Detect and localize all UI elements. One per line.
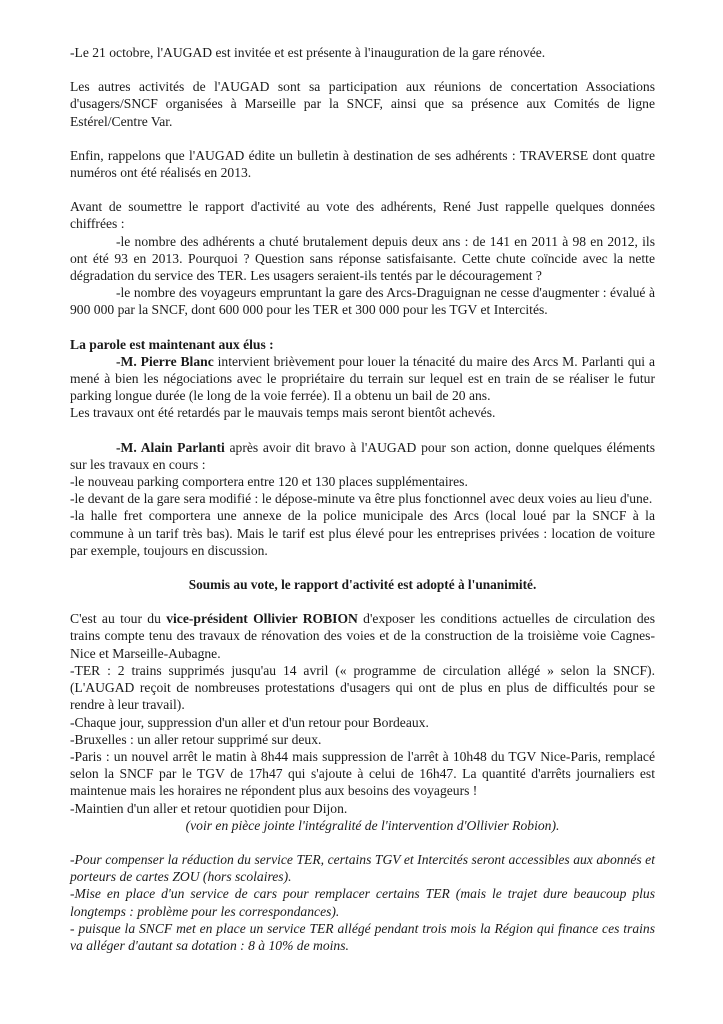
list-item-bordeaux: -Chaque jour, suppression d'un aller et d'un retour pour Bordeaux. bbox=[70, 714, 429, 730]
attachment-note: (voir en pièce jointe l'intégralité de l'intervention d'Ollivier Robion). bbox=[185, 817, 560, 833]
document-page bbox=[70, 44, 655, 954]
list-item-bruxelles: -Bruxelles : un aller retour supprimé sur deux. bbox=[70, 731, 322, 747]
speaker-blanc: -M. Pierre Blanc bbox=[116, 353, 214, 369]
list-item-ter: -TER : 2 trains supprimés jusqu'au 14 avril (« programme de circulation allégé » selon la SNCF). (L'AUGAD reçoit de nombreuses protestations d'usagers qui ont de plus en plus de difficultés pour se rendre à leur travail). bbox=[70, 662, 655, 713]
heading-elus: La parole est maintenant aux élus : bbox=[70, 336, 274, 352]
paragraph-travellers-count: -le nombre des voyageurs empruntant la gare des Arcs-Draguignan ne cesse d'augmenter : évalué à 900 000 par la SNCF, dont 600 000 pour les TER et 300 000 pour les TGV et Intercités. bbox=[70, 285, 655, 318]
list-item-dijon: -Maintien d'un aller et retour quotidien pour Dijon. bbox=[70, 800, 348, 816]
speaker-parlanti: -M. Alain Parlanti bbox=[116, 439, 225, 455]
paragraph-parlanti bbox=[70, 439, 655, 473]
paragraph-members-count: -le nombre des adhérents a chuté brutalement depuis deux ans : de 141 en 2011 à 98 en 2012, ils ont été 93 en 2013. Pourquoi ? Question sans réponse satisfaisante. Cette chute coïncide avec la nette dégradation du service des TER. Les usagers seraient-ils tentés par le découragement ? bbox=[70, 233, 655, 284]
measure-buses: -Mise en place d'un service de cars pour remplacer certains TER (mais le trajet dure beaucoup plus longtemps : problème pour les correspondances). bbox=[70, 886, 655, 919]
robion-intro-a: C'est au tour du bbox=[70, 611, 167, 627]
paragraph-traverse-bulletin: Enfin, rappelons que l'AUGAD édite un bulletin à destination de ses adhérents : TRAVERSE dont quatre numéros ont été réalisés en 2013. bbox=[70, 147, 655, 181]
measure-region-funding: - puisque la SNCF met en place un service TER allégé pendant trois mois la Région qui finance ces trains va alléger d'autant sa dotation : 8 à 10% de moins. bbox=[70, 920, 655, 953]
paragraph-robion-intro bbox=[70, 610, 655, 662]
list-item-station-front: -le devant de la gare sera modifié : le dépose-minute va être plus fonctionnel avec deux voies au lieu d'une. bbox=[70, 491, 653, 507]
paragraph-blanc bbox=[70, 353, 655, 405]
measure-zou-cards: -Pour compenser la réduction du service TER, certains TGV et Intercités seront accessibles aux abonnés et porteurs de cartes ZOU (hors scolaires). bbox=[70, 851, 655, 885]
paragraph-other-activities: Les autres activités de l'AUGAD sont sa participation aux réunions de concertation Associations d'usagers/SNCF organisées à Marseille par la SNCF, ainsi que sa présence aux Comités de ligne Estérel/Centre Var. bbox=[70, 79, 655, 129]
speaker-robion: vice-président Ollivier ROBION bbox=[166, 611, 358, 627]
vote-result: Soumis au vote, le rapport d'activité est adopté à l'unanimité. bbox=[188, 577, 537, 593]
list-item-paris: -Paris : un nouvel arrêt le matin à 8h44 mais suppression de l'arrêt à 10h48 du TGV Nice-Paris, remplacé selon la SNCF par le TGV de 17h47 qui s'ajoute à celui de 16h47. La quantité d'arrêts journaliers est maintenue mais les horaires ne répondent plus aux besoins des voyageurs ! bbox=[70, 748, 655, 799]
robion-intro-b: d'exposer les conditions actuelles de circulation des trains compte tenu des travaux de rénovation des voies et de la construction de la troisième voie Cagnes-Nice et Marseille-Aubagne. bbox=[70, 611, 655, 661]
list-item-freight-hall: -la halle fret comportera une annexe de la police municipale des Arcs (local loué par la SNCF à la commune à un tarif très bas). Mais le tarif est plus élevé pour les entreprises privées : location de voiture par exemple, toujours en discussion. bbox=[70, 508, 655, 558]
paragraph-blanc-works: Les travaux ont été retardés par le mauvais temps mais seront bientôt achevés. bbox=[70, 405, 496, 421]
blanc-text: intervient brièvement pour louer la ténacité du maire des Arcs M. Parlanti qui a mené à bien les négociations avec le propriétaire du terrain sur lequel est en train de se réaliser le futur parking longue durée (le long de la voie ferrée). Il a obtenu un bail de 20 ans. bbox=[70, 353, 655, 404]
paragraph-inauguration: -Le 21 octobre, l'AUGAD est invitée et est présente à l'inauguration de la gare rénovée. bbox=[70, 45, 546, 60]
list-item-parking: -le nouveau parking comportera entre 120 et 130 places supplémentaires. bbox=[70, 474, 468, 490]
paragraph-vote-intro: Avant de soumettre le rapport d'activité au vote des adhérents, René Just rappelle quelques données chiffrées : bbox=[70, 199, 655, 232]
parlanti-text: après avoir dit bravo à l'AUGAD pour son action, donne quelques éléments sur les travaux en cours : bbox=[70, 439, 656, 472]
